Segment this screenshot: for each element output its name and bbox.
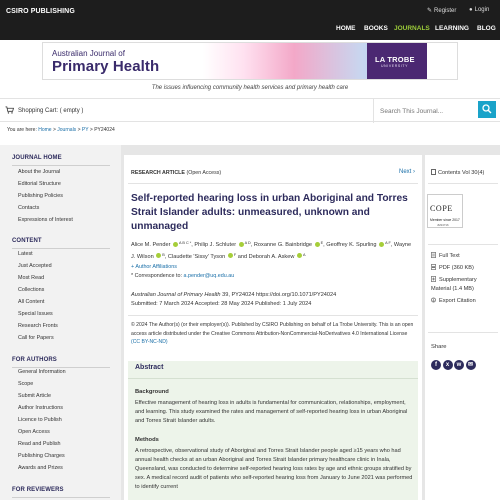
- sidebar-item-author-instructions[interactable]: Author Instructions: [18, 405, 63, 411]
- orcid-icon[interactable]: [156, 253, 161, 258]
- author-name[interactable]: Claudette 'Sissy' Tyson: [167, 253, 226, 260]
- cart-search-bar: [0, 98, 500, 122]
- journal-name: Australian Journal of Primary Health: [131, 292, 221, 298]
- sidebar-item-submit-article[interactable]: Submit Article: [18, 393, 51, 399]
- citation-doi[interactable]: 39, PY24024 https://doi.org/10.1071/PY24024: [222, 292, 337, 298]
- sidebar-item-scope[interactable]: Scope: [18, 381, 34, 387]
- nav-learning[interactable]: LEARNING: [435, 25, 469, 32]
- login-link[interactable]: ● Login: [469, 7, 490, 13]
- export-citation-link[interactable]: Export Citation: [431, 297, 476, 306]
- orcid-icon[interactable]: [297, 253, 302, 258]
- author-list: Alice M. Pender $^{A B C *}$, Philip J. Schluter $^{A D}$, Roxanne G. Bainbridge $^E$, Geoffrey K. Spurling $^{A F}$, Wayne J. Wilson $^B$, Claudette 'Sissy' Tyson $^F$ and Deborah A. Askew $^A$: [131, 241, 412, 260]
- sidebar-item-licence[interactable]: Licence to Publish: [18, 417, 62, 423]
- orcid-icon[interactable]: [315, 242, 320, 247]
- la-trobe-logo: [367, 43, 427, 79]
- divider: [128, 315, 418, 316]
- banner-title-line1: Australian Journal of: [52, 49, 125, 58]
- supplementary-link[interactable]: Supplementary Material (1.4 MB): [431, 277, 477, 292]
- divider: [428, 332, 498, 333]
- full-text-link[interactable]: Full Text: [431, 252, 460, 261]
- register-link[interactable]: ✎ Register: [427, 8, 457, 14]
- partner-sub: UNIVERSITY: [381, 64, 409, 68]
- sidebar-item-charges[interactable]: Publishing Charges: [18, 453, 65, 459]
- sidebar-divider: [12, 165, 110, 166]
- nav-books[interactable]: BOOKS: [364, 25, 388, 32]
- shopping-cart-link[interactable]: Shopping Cart: ( empty ): [18, 108, 84, 114]
- citation-block: [131, 291, 416, 309]
- banner-end: [427, 43, 457, 79]
- top-bar: [0, 0, 500, 40]
- orcid-icon[interactable]: [239, 242, 244, 247]
- export-icon: [431, 297, 436, 303]
- license-statement: © 2024 The Author(s) (or their employer(s)). Published by CSIRO Publishing on behalf of La Trobe University. This is an open access article distributed under the Creative Commons Attribution-NonCommercial-NoDerivatives 4.0 International License (CC BY-NC-ND): [131, 322, 414, 346]
- sidebar-divider: [12, 497, 110, 498]
- divider: [128, 378, 418, 379]
- next-article-link[interactable]: Next ›: [399, 169, 416, 175]
- orcid-icon[interactable]: [173, 242, 178, 247]
- abstract-background-text: Effective management of hearing loss in adults is fundamental for communication, relationships, employment, and learning. This study examined the rates and management of self-reported hearing loss in urban Aboriginal and Torres Strait Islander adults.: [135, 400, 408, 424]
- sidebar-divider: [12, 367, 110, 368]
- abstract-methods-text: A retrospective, observational study of Aboriginal and Torres Strait Islander people aged ≥15 years who had annual health checks at an urban Aboriginal and Torres Strait Islander primary healthcare clinic in Inala, Queensland, was conducted to determine self-reported hearing loss rates by age and ethnic groups stratified by sex. A medical record audit of patients who self-reported hearing loss from January to June 2021 was performed to identify current: [135, 448, 413, 490]
- search-button[interactable]: [478, 101, 496, 118]
- article-dates: Submitted: 7 March 2024 Accepted: 28 May 2024 Published: 1 July 2024: [131, 301, 312, 307]
- document-icon: [431, 169, 436, 175]
- orcid-icon[interactable]: [228, 253, 233, 258]
- cope-badge[interactable]: [427, 194, 463, 228]
- abstract-heading: Abstract: [135, 364, 164, 371]
- correspondence: * Correspondence to: a.pender@uq.edu.au: [131, 273, 235, 279]
- pdf-link[interactable]: PDF (360 KB): [431, 264, 474, 273]
- author-name[interactable]: Geoffrey K. Spurling: [326, 242, 377, 248]
- sidebar-item-all-content[interactable]: All Content: [18, 299, 45, 305]
- chevron-right-icon: ›: [413, 169, 416, 175]
- sidebar-heading-content[interactable]: CONTENT: [12, 238, 42, 244]
- license-link[interactable]: (CC BY-NC-ND): [131, 339, 168, 346]
- author-name[interactable]: Roxanne G. Bainbridge: [253, 242, 313, 248]
- sidebar-item-contacts[interactable]: Contacts: [18, 205, 40, 211]
- cope-wordmark: COPE: [430, 204, 453, 213]
- abstract-methods-heading: Methods: [135, 437, 159, 443]
- partner-name: LA TROBE: [375, 55, 415, 64]
- divider: [428, 244, 498, 245]
- facebook-icon[interactable]: f: [431, 360, 441, 370]
- sidebar-item-policies[interactable]: Publishing Policies: [18, 193, 63, 199]
- banner-title-line2: Primary Health: [52, 58, 160, 75]
- sidebar-item-latest[interactable]: Latest: [18, 251, 33, 257]
- sidebar-divider: [12, 248, 110, 249]
- author-name[interactable]: Alice M. Pender: [131, 242, 171, 248]
- pdf-icon: [431, 264, 436, 270]
- supplementary-icon: [431, 276, 436, 282]
- access-label: (Open Access): [186, 170, 222, 176]
- author-name[interactable]: Wayne J. Wilson: [131, 242, 412, 260]
- user-icon: ●: [469, 7, 473, 13]
- author-affiliations-toggle[interactable]: + Author Affiliations: [131, 264, 177, 270]
- sidebar-item-general-info[interactable]: General Information: [18, 369, 66, 375]
- sidebar-item-just-accepted[interactable]: Just Accepted: [18, 263, 52, 269]
- sidebar-item-expressions[interactable]: Expressions of Interest: [18, 217, 73, 223]
- breadcrumb-py[interactable]: PY: [81, 127, 89, 133]
- sidebar-heading-for-authors[interactable]: FOR AUTHORS: [12, 357, 57, 363]
- nav-blog[interactable]: BLOG: [477, 25, 496, 32]
- sidebar-item-most-read[interactable]: Most Read: [18, 275, 45, 281]
- sidebar-item-collections[interactable]: Collections: [18, 287, 45, 293]
- cope-member: Member since 2017: [430, 218, 460, 222]
- x-icon[interactable]: x: [443, 360, 453, 370]
- orcid-icon[interactable]: [379, 242, 384, 247]
- full-text-icon: [431, 252, 436, 258]
- article-type: RESEARCH ARTICLE (Open Access): [131, 170, 222, 176]
- divider: [428, 183, 498, 184]
- breadcrumb: You are here: Home > Journals > PY > PY24024: [7, 127, 115, 133]
- search-divider: [373, 99, 374, 123]
- nav-journals[interactable]: JOURNALS: [394, 25, 430, 32]
- share-buttons: [431, 360, 477, 370]
- sidebar-item-awards[interactable]: Awards and Prizes: [18, 465, 63, 471]
- sidebar-item-call-for-papers[interactable]: Call for Papers: [18, 335, 54, 341]
- sidebar-heading-journal-home[interactable]: JOURNAL HOME: [12, 155, 62, 161]
- sidebar-item-open-access[interactable]: Open Access: [18, 429, 50, 435]
- breadcrumb-journals[interactable]: Journals: [57, 127, 77, 133]
- abstract-background-heading: Background: [135, 389, 169, 395]
- sidebar-item-read-publish[interactable]: Read and Publish: [18, 441, 61, 447]
- correspondence-email[interactable]: a.pender@uq.edu.au: [183, 273, 235, 279]
- cope-number: JM13716: [437, 223, 449, 227]
- author-name[interactable]: Philip J. Schluter: [194, 242, 237, 248]
- sidebar-heading-for-reviewers[interactable]: FOR REVIEWERS: [12, 487, 64, 493]
- sidebar-item-about[interactable]: About the Journal: [18, 169, 61, 175]
- nav-home[interactable]: HOME: [336, 25, 356, 32]
- share-heading: Share: [431, 344, 447, 350]
- search-icon: [482, 104, 492, 114]
- breadcrumb-current: PY24024: [94, 127, 115, 133]
- journal-search-input[interactable]: [380, 103, 476, 119]
- contents-link[interactable]: Contents Vol 30(4): [431, 169, 484, 176]
- sidebar-item-special-issues[interactable]: Special Issues: [18, 311, 53, 317]
- cart-icon[interactable]: [5, 106, 14, 114]
- article-title: Self-reported hearing loss in urban Aboriginal and Torres Strait Islander adults: unmeasured, unknown and unmanaged: [131, 193, 408, 232]
- divider: [128, 183, 418, 184]
- journal-banner[interactable]: [42, 42, 458, 80]
- pencil-icon: ✎: [427, 8, 433, 14]
- weibo-icon[interactable]: w: [454, 360, 464, 370]
- author-name[interactable]: Deborah A. Askew: [248, 253, 295, 260]
- email-icon[interactable]: ✉: [466, 360, 476, 370]
- journal-tagline: The issues influencing community health services and primary health care: [151, 85, 349, 91]
- sidebar-item-editorial[interactable]: Editorial Structure: [18, 181, 61, 187]
- brand-logo[interactable]: CSIRO PUBLISHING: [6, 8, 75, 15]
- sidebar-item-research-fronts[interactable]: Research Fronts: [18, 323, 58, 329]
- breadcrumb-home[interactable]: Home: [38, 127, 52, 133]
